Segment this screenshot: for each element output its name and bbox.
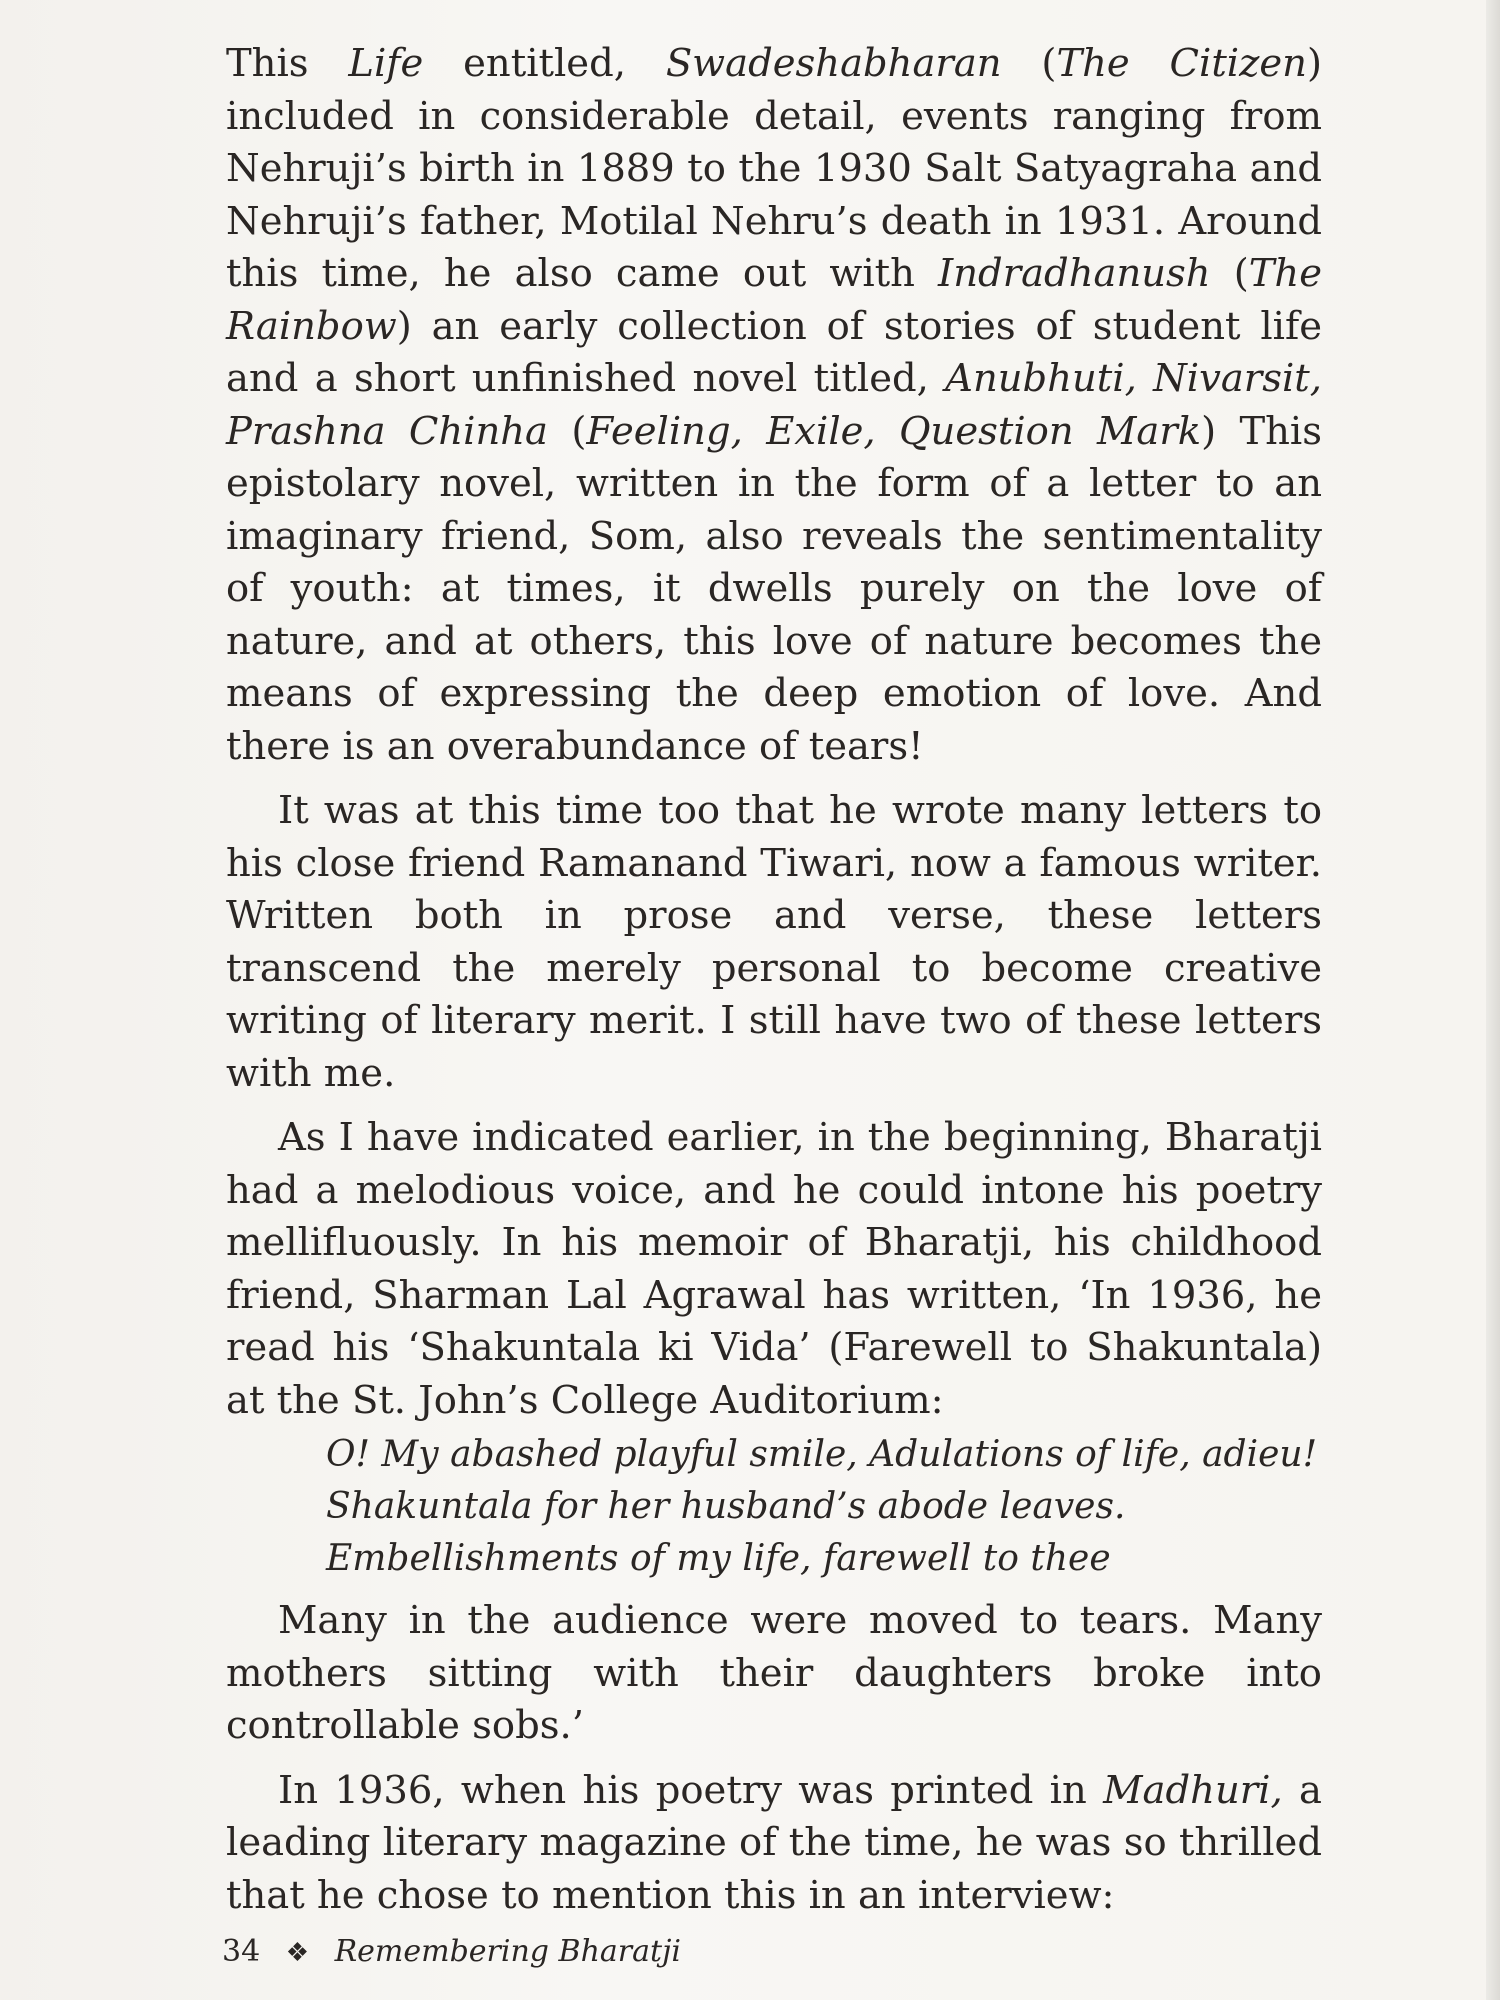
italic-run: The Citizen	[1056, 41, 1307, 86]
italic-run: Madhuri,	[1103, 1767, 1283, 1813]
verse-line: O! My abashed playful smile, Adulations of life, adieu!	[326, 1434, 1318, 1475]
ornament-icon: ❖	[285, 1938, 310, 1968]
page-edge	[1486, 0, 1500, 2000]
text-run: ) an early collection of stories of student life and a short unfinished novel titled,	[226, 303, 1322, 401]
italic-run: Indradhanush	[938, 251, 1211, 296]
italic-run: Anubhuti, Nivarsit, Prashna Chinha	[226, 356, 1322, 454]
text-run: This	[226, 41, 349, 86]
running-title: Remembering Bharatji	[334, 1934, 681, 1969]
text-run: ) This epistolary novel, written in the form of a letter to an imaginary friend, Som, also reveals the sentimentality of youth: at times, it dwells purely on the love of nature, and at others, this love of nature becomes the means of expressing the deep emotion of love. And there is an overabundance of tears!	[226, 408, 1322, 769]
paragraph-1	[226, 38, 1322, 773]
text-run: (	[1001, 41, 1057, 86]
verse-line: Embellishments of my life, farewell to thee	[326, 1538, 1111, 1579]
body-text	[226, 38, 1322, 1922]
text-run: (	[548, 408, 587, 454]
text-run: entitled,	[423, 41, 666, 86]
verse-quote	[326, 1429, 1322, 1585]
paragraph-3: As I have indicated earlier, in the beginning, Bharatji had a melodious voice, and he could intone his poetry mellifluously. In his memoir of Bharatji, his childhood friend, Sharman Lal Agrawal has written, ‘In 1936, he read his ‘Shakuntala ki Vida’ (Farewell to Shakuntala) at the St. John’s College Auditorium:	[226, 1115, 1322, 1423]
paragraph-5	[226, 1765, 1322, 1923]
text-run: a leading literary magazine of the time, he was so thrilled that he chose to mention this in an interview:	[226, 1767, 1323, 1918]
italic-run: Life	[348, 41, 424, 86]
page-number: 34	[222, 1934, 261, 1969]
italic-run: The Rainbow	[226, 251, 1322, 349]
paragraph-4: Many in the audience were moved to tears. Many mothers sitting with their daughters broke into controllable sobs.’	[226, 1598, 1322, 1748]
text-run: In 1936, when his poetry was printed in	[278, 1767, 1104, 1813]
italic-run: Feeling, Exile, Question Mark	[586, 408, 1202, 454]
verse-line: Shakuntala for her husband’s abode leaves.	[326, 1486, 1126, 1527]
italic-run: Swadeshabharan	[665, 41, 1002, 86]
paragraph-2: It was at this time too that he wrote many letters to his close friend Ramanand Tiwari, now a famous writer. Written both in prose and verse, these letters transcend the merely personal to become creative writing of literary merit. I still have two of these letters with me.	[226, 788, 1322, 1096]
text-run: (	[1210, 251, 1249, 296]
text-run: ) included in considerable detail, events ranging from Nehruji’s birth in 1889 to the 1930 Salt Satyagraha and Nehruji’s father, Motilal Nehru’s death in 1931. Around this time, he also came out with	[226, 41, 1322, 296]
page-footer	[222, 1932, 681, 1973]
